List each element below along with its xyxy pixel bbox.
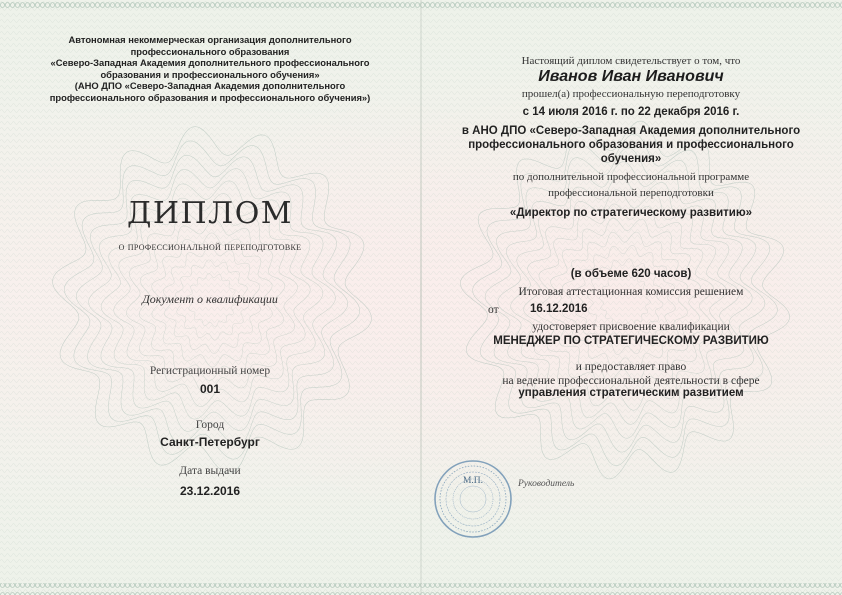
city-value: Санкт-Петербург <box>160 435 260 449</box>
qualification-statement: удостоверяет присвоение квалификации <box>532 321 730 333</box>
institution-line: профессионального образования и профессионального <box>468 139 794 151</box>
qualification-name: МЕНЕДЖЕР ПО СТРАТЕГИЧЕСКОМУ РАЗВИТИЮ <box>493 335 769 347</box>
decision-date: 16.12.2016 <box>530 303 588 315</box>
organization-name <box>20 34 400 104</box>
diploma-title: ДИПЛОМ <box>126 196 294 231</box>
program-label-line2: профессиональной переподготовки <box>548 187 714 199</box>
program-hours: (в объеме 620 часов) <box>570 268 692 280</box>
institution-line: в АНО ДПО «Северо-Западная Академия дополнительного <box>461 125 801 137</box>
issue-date-label: Дата выдачи <box>179 465 241 477</box>
retraining-statement: прошел(а) профессиональную переподготовку <box>521 88 741 100</box>
org-line: профессионального образования <box>130 45 290 57</box>
institution-name <box>440 124 822 166</box>
head-signature-label: Руководитель <box>518 479 575 489</box>
org-line: «Северо-Западная Академия дополнительного профессионального <box>50 57 370 69</box>
institution-line: обучения» <box>600 153 662 165</box>
program-label-line1: по дополнительной профессиональной программе <box>512 171 750 183</box>
activity-field: управления стратегическим развитием <box>518 387 744 399</box>
document-type: Документ о квалификации <box>142 292 278 306</box>
page-fold <box>420 0 422 595</box>
commission-statement: Итоговая аттестационная комиссия решением <box>518 286 744 298</box>
certificate-intro: Настоящий диплом свидетельствует о том, что <box>521 55 741 67</box>
registration-label: Регистрационный номер <box>149 365 271 377</box>
registration-number: 001 <box>199 382 221 396</box>
right-granted-statement: и предоставляет право <box>575 361 687 373</box>
seal-label: М.П. <box>462 476 484 486</box>
seal-stamp-icon <box>432 458 514 540</box>
city-label: Город <box>195 419 225 431</box>
org-line: Автономная некоммерческая организация дополнительного <box>68 34 352 45</box>
program-name: «Директор по стратегическому развитию» <box>509 207 753 219</box>
org-line: профессионального образования и профессионального обучения») <box>49 91 371 103</box>
holder-full-name: Иванов Иван Иванович <box>538 68 724 85</box>
activity-field-intro: на ведение профессиональной деятельности в сфере <box>502 375 760 387</box>
org-line: образования и профессионального обучения» <box>100 68 320 80</box>
org-line: (АНО ДПО «Северо-Западная Академия дополнительного <box>74 80 346 92</box>
decision-date-label: от <box>488 304 499 316</box>
issue-date-value: 23.12.2016 <box>179 484 241 498</box>
study-period: с 14 июля 2016 г. по 22 декабря 2016 г. <box>522 106 740 118</box>
diploma-subtitle: о профессиональной переподготовке <box>118 241 302 253</box>
